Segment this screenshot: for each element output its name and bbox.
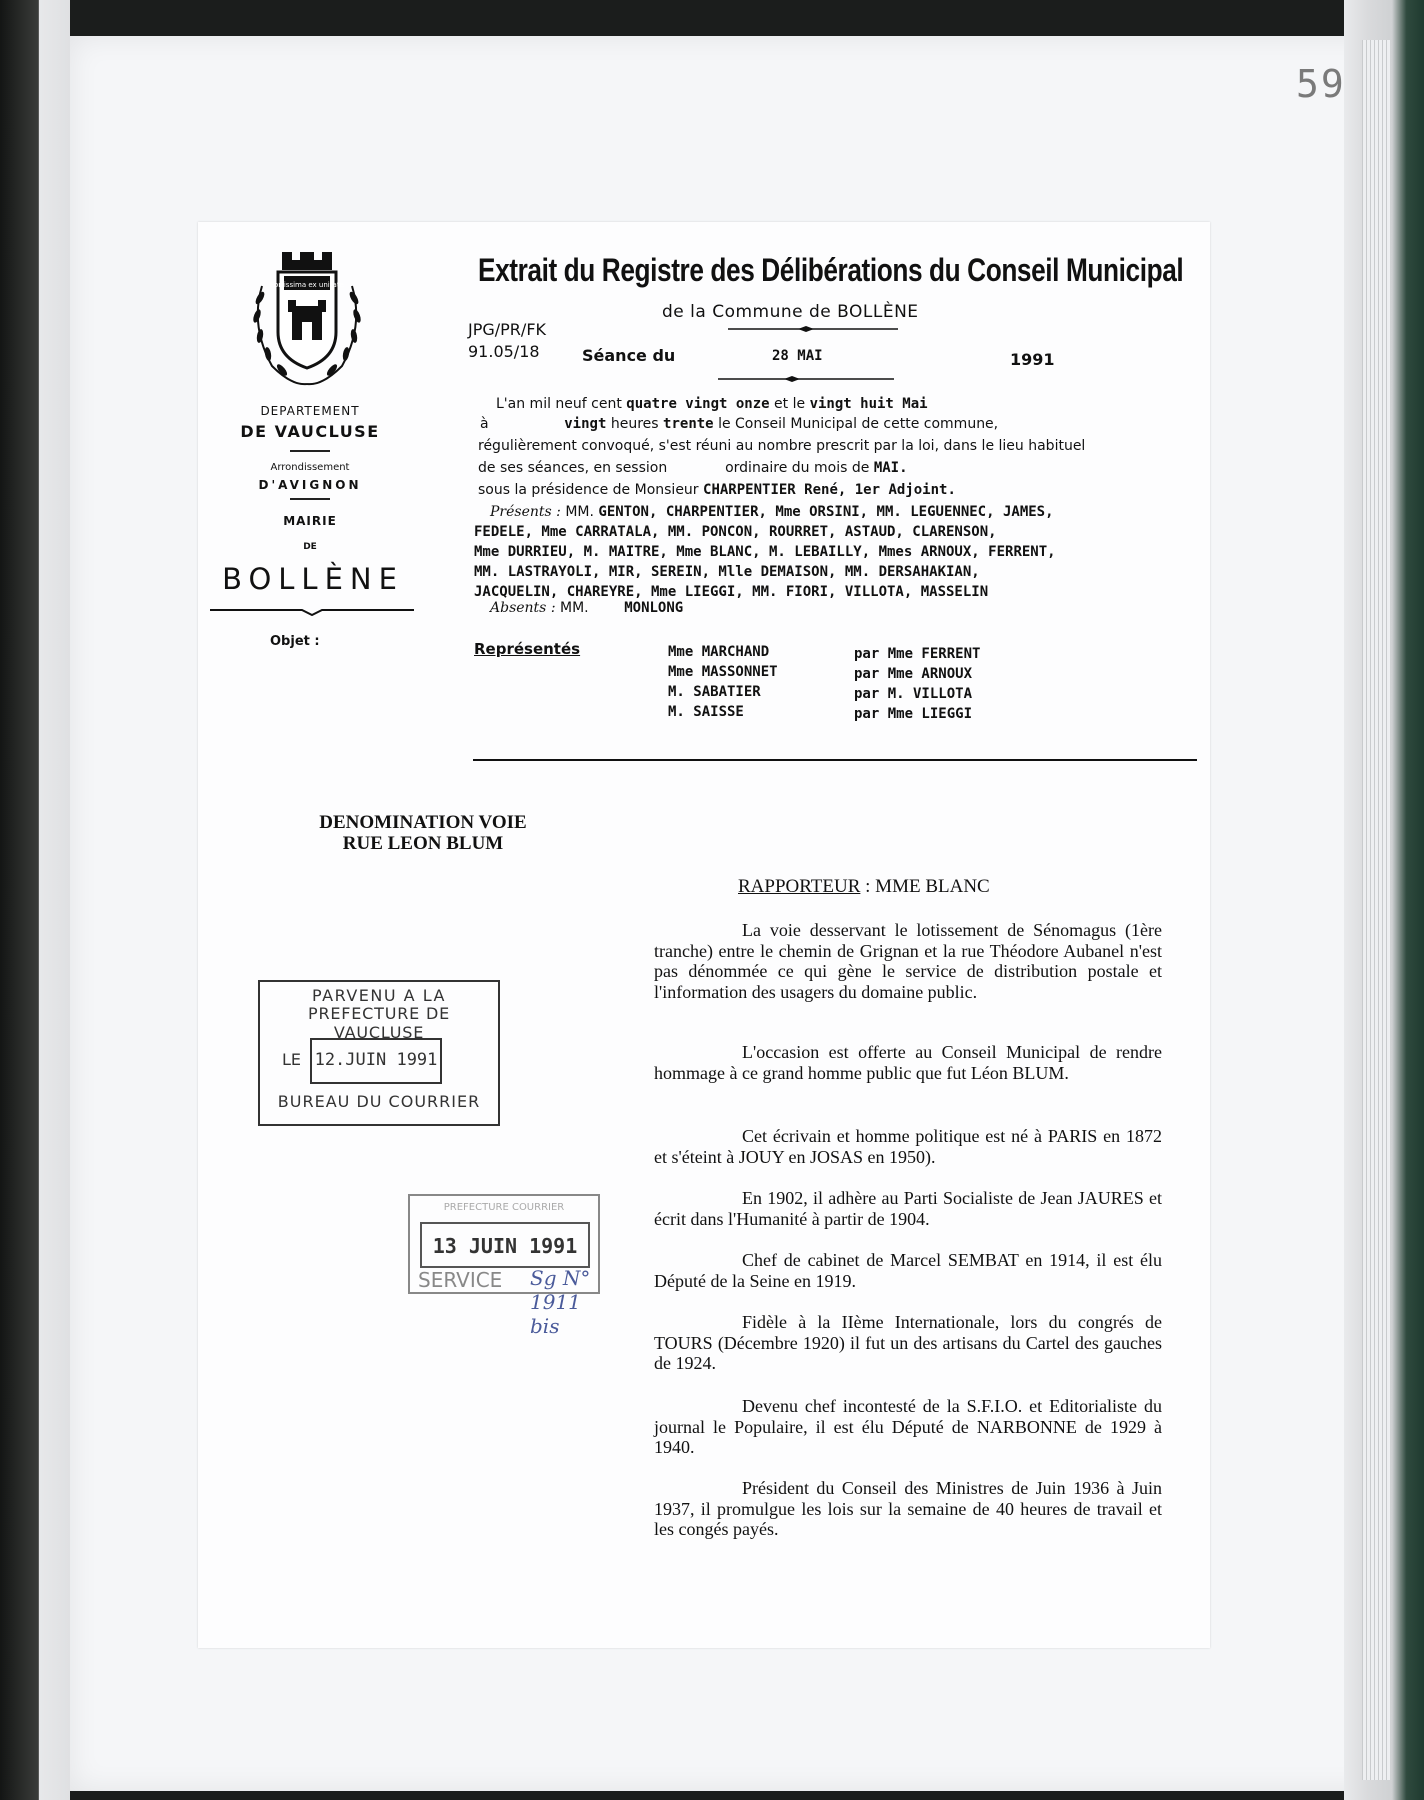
paragraph-6: Fidèle à la IIème Internationale, lors du congrés de TOURS (Décembre 1920) il fut un des artisans du Cartel des gauches de 1924. xyxy=(654,1312,1162,1373)
stamp-service-label: SERVICE xyxy=(418,1268,503,1292)
represente-proxy-3: par M. VILLOTA xyxy=(854,686,973,702)
binder-left-edge xyxy=(0,0,70,1800)
represente-proxy-1: par Mme FERRENT xyxy=(854,646,981,662)
service-received-stamp xyxy=(408,1194,600,1338)
represente-proxy-2: par Mme ARNOUX xyxy=(854,666,973,682)
reference-initials: JPG/PR/FK xyxy=(468,320,547,339)
seance-date: 28 MAI xyxy=(772,348,823,364)
stamp-line-3: BUREAU DU COURRIER xyxy=(277,1092,481,1111)
represente-name-4: M. SAISSE xyxy=(668,704,744,720)
paragraph-2: L'occasion est offerte au Conseil Municipal de rendre hommage à ce grand homme public que fut Léon BLUM. xyxy=(654,1042,1162,1083)
commune-line: de la Commune de BOLLÈNE xyxy=(662,302,919,322)
document-title: Extrait du Registre des Délibérations du Conseil Municipal xyxy=(478,252,1184,288)
departement-name: DE VAUCLUSE xyxy=(240,422,380,441)
seance-year: 1991 xyxy=(1010,350,1055,369)
town-name: BOLLÈNE xyxy=(222,562,404,596)
presents-line-3: Mme DURRIEU, M. MAITRE, Mme BLANC, M. LEBAILLY, Mmes ARNOUX, FERRENT, xyxy=(474,544,1056,560)
absents-line: Absents : MM. MONLONG xyxy=(490,600,684,616)
paragraph-4: En 1902, il adhère au Parti Socialiste de Jean JAURES et écrit dans l'Humanité à partir de 1904. xyxy=(654,1188,1162,1229)
arrondissement-label: Arrondissement xyxy=(270,462,350,473)
flourish-rule xyxy=(728,326,898,332)
stamp-date: 12.JUIN 1991 xyxy=(314,1050,438,1070)
preamble-line-2: à vingt heures trente le Conseil Municipal de cette commune, xyxy=(480,416,999,432)
stamp-line-1: PARVENU A LA xyxy=(312,986,446,1005)
represente-proxy-4: par Mme LIEGGI xyxy=(854,706,973,722)
stamp-date-box xyxy=(310,1038,442,1084)
objet-label: Objet : xyxy=(270,634,320,649)
crest-motto: Fortissima ex unitate xyxy=(270,281,344,289)
stamp-line-2: PREFECTURE DE VAUCLUSE xyxy=(308,1004,450,1042)
paragraph-8: Président du Conseil des Ministres de Juin 1936 à Juin 1937, il promulgue les lois sur la semaine de 40 heures de travail et les congés payés. xyxy=(654,1478,1162,1539)
presents-line-5: JACQUELIN, CHAREYRE, Mme LIEGGI, MM. FIORI, VILLOTA, MASSELIN xyxy=(474,584,989,600)
departement-label: DEPARTEMENT xyxy=(260,404,360,418)
presents-line-2: FEDELE, Mme CARRATALA, MM. PONCON, ROURRET, ASTAUD, CLARENSON, xyxy=(474,524,997,540)
stamp-faint-text: PREFECTURE COURRIER xyxy=(443,1202,565,1213)
represente-name-1: Mme MARCHAND xyxy=(668,644,770,660)
preamble-line-3: régulièrement convoqué, s'est réuni au nombre prescrit par la loi, dans le lieu habituel xyxy=(478,438,1086,454)
page-stack-edge xyxy=(1344,0,1424,1800)
paragraph-1: La voie desservant le lotissement de Sénomagus (1ère tranche) entre le chemin de Grignan et la rue Théodore Aubanel n'est pas dénommée ce qui gène le service de distribution postale et l'information des usagers du domaine public. xyxy=(654,920,1162,1002)
preamble-line-5: sous la présidence de Monsieur CHARPENTIER René, 1er Adjoint. xyxy=(478,482,956,498)
preamble-line-1: L'an mil neuf cent quatre vingt onze et le vingt huit Mai xyxy=(496,396,928,412)
representes-label: Représentés xyxy=(474,640,581,658)
presents-line-1: Présents : MM. GENTON, CHARPENTIER, Mme ORSINI, MM. LEGUENNEC, JAMES, xyxy=(490,504,1054,520)
represente-name-2: Mme MASSONNET xyxy=(668,664,778,680)
divider xyxy=(290,498,330,500)
paragraph-3: Cet écrivain et homme politique est né à PARIS en 1872 et s'éteint à JOUY en JOSAS en 1950). xyxy=(654,1126,1162,1167)
flourish-rule xyxy=(718,376,894,382)
handwritten-annotation: Sg N° 1911 bis xyxy=(530,1266,591,1338)
represente-name-3: M. SABATIER xyxy=(668,684,761,700)
presents-line-4: MM. LASTRAYOLI, MIR, SEREIN, Mlle DEMAISON, MM. DERSAHAKIAN, xyxy=(474,564,980,580)
stamp-date-box xyxy=(420,1222,590,1268)
seance-label: Séance du xyxy=(582,346,676,365)
section-divider xyxy=(473,759,1197,761)
paragraph-7: Devenu chef incontesté de la S.F.I.O. et Editorialiste du journal le Populaire, il est élu Député de NARBONNE de 1929 à 1940. xyxy=(654,1396,1162,1457)
town-underline-flourish xyxy=(210,604,414,616)
prefecture-received-stamp xyxy=(258,980,500,1126)
stamp-date: 13 JUIN 1991 xyxy=(432,1234,578,1258)
objet-title: DENOMINATION VOIE RUE LEON BLUM xyxy=(319,812,527,854)
reference-number: 91.05/18 xyxy=(468,342,540,361)
arrondissement-name: D'AVIGNON xyxy=(258,478,362,492)
preamble-line-4: de ses séances, en session ordinaire du mois de MAI. xyxy=(478,460,908,476)
deliberation-sheet xyxy=(198,222,1210,1648)
de-label: DE xyxy=(303,542,317,552)
paragraph-5: Chef de cabinet de Marcel SEMBAT en 1914, il est élu Député de la Seine en 1919. xyxy=(654,1250,1162,1291)
divider xyxy=(290,450,330,452)
coat-of-arms-icon xyxy=(242,246,372,396)
page-number: 59 xyxy=(1296,62,1346,106)
rapporteur-line: RAPPORTEUR : MME BLANC xyxy=(738,876,990,897)
mairie-label: MAIRIE xyxy=(283,514,337,528)
stamp-le: LE xyxy=(282,1050,302,1069)
